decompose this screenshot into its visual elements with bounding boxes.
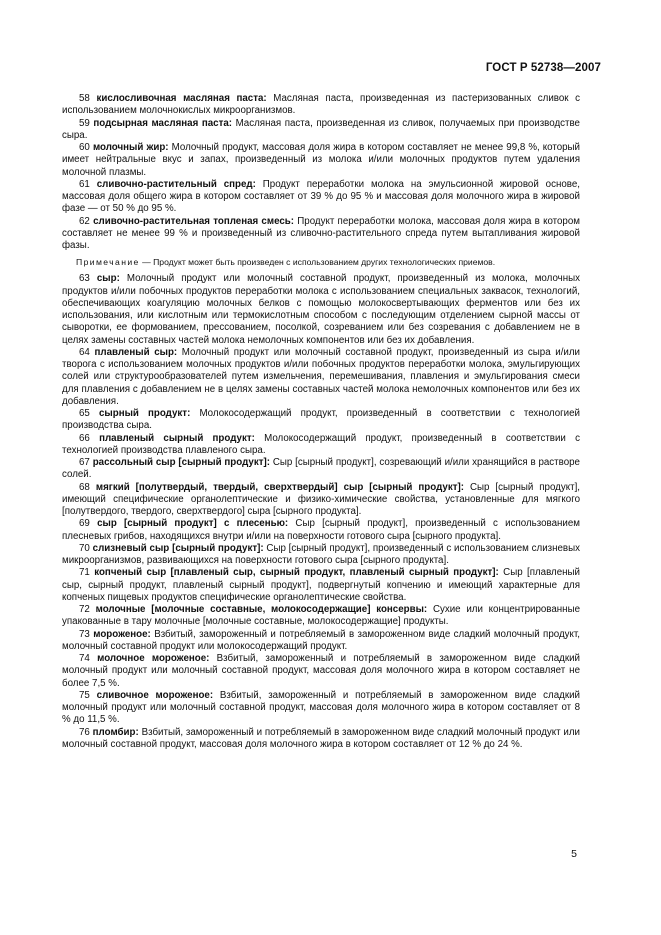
entry-term: молочный жир: — [92, 142, 169, 153]
term-entry-73 — [62, 629, 580, 654]
entry-definition: Молочный продукт или молочный составной продукт, произведенный из сыра и/или творога с использованием молочных продуктов и/или побочных продуктов переработки молока, эмульгирующих солей или структурообразователей путем измельчения, перемешивания, плавления и эмульгирования смеси для плавления с добавлением не в целях замены составных частей молока немолочных компонентов или без их добавления. — [62, 346, 581, 407]
entry-number: 60 — [79, 142, 90, 153]
term-entry-67 — [62, 457, 580, 482]
entry-number: 72 — [79, 604, 90, 615]
entry-number: 70 — [79, 542, 90, 554]
entry-term: пломбир: — [92, 726, 139, 738]
entry-number: 76 — [79, 726, 90, 738]
entry-definition: Взбитый, замороженный и потребляемый в замороженном виде сладкий молочный продукт или молочный составной продукт, массовая доля молочного жира в котором составляет не более 7,5 %. — [62, 653, 580, 689]
entry-definition: Сыр [сырный продукт], созревающий и/или хранящийся в растворе солей. — [62, 457, 580, 481]
entry-number: 69 — [79, 518, 90, 530]
term-entry-60 — [62, 142, 580, 179]
term-entry-58 — [62, 93, 580, 118]
entry-term: мягкий [полутвердый, твердый, сверхтвердый] сыр [сырный продукт]: — [95, 481, 464, 493]
entry-number: 71 — [79, 567, 90, 579]
entry-number: 62 — [79, 215, 90, 227]
entry-term: молочные [молочные составные, молокосодержащие] консервы: — [95, 604, 428, 615]
term-entry-62 — [62, 216, 580, 253]
entry-term: слизневый сыр [сырный продукт]: — [92, 542, 264, 554]
entry-number: 73 — [79, 628, 90, 640]
entry-definition: Молочный продукт или молочный составной продукт, произведенный из молока, молочных продуктов и/или побочных продуктов переработки молока с использованием специальных заквасок, технологий, обеспечивающих коагуляцию молочных белков с помощью молокосвертывающих ферментов или без их использования, или кислотным или термокислотным способом с последующим отделением сырной массы от сыворотки, ее формованием, прессованием, посолкой, созреванием или без созревания с добавлением не в целях замены составных частей молока немолочных компонентов или без их добавления. — [62, 273, 580, 346]
entry-term: кислосливочная масляная паста: — [96, 93, 267, 104]
term-entry-64 — [62, 347, 580, 408]
entry-term: молочное мороженое: — [97, 653, 210, 664]
entry-term: рассольный сыр [сырный продукт]: — [92, 457, 270, 468]
entry-term: сливочно-растительный спред: — [96, 178, 256, 190]
entry-definition: Взбитый, замороженный и потребляемый в замороженном виде сладкий молочный продукт или молочный составной продукт, массовая доля молочного жира в котором составляет от 8 % до 11,5 %. — [62, 689, 581, 726]
term-entry-70 — [62, 543, 580, 568]
entry-term: сливочно-растительная топленая смесь: — [93, 215, 295, 227]
term-entry-65 — [62, 408, 580, 433]
entry-definition: Молокосодержащий продукт, произведенный в соответствии с технологией производства сыра. — [62, 408, 580, 432]
entry-number: 75 — [79, 689, 90, 701]
note — [62, 256, 580, 268]
entry-definition: Взбитый, замороженный и потребляемый в замороженном виде сладкий молочный продукт или молочный составной продукт, массовая доля молочного жира в котором составляет от 12 % до 24 %. — [62, 726, 580, 750]
note-text: Продукт может быть произведен с использованием других технологических приемов. — [153, 257, 496, 268]
term-entry-66 — [62, 433, 580, 458]
entry-definition: Сыр [сырный продукт], произведенный с использованием слизневых микроорганизмов, развивающихся на поверхности готового сыра [сырного продукта]. — [62, 542, 580, 566]
standard-header: ГОСТ Р 52738—2007 — [485, 62, 601, 74]
entry-definition: Взбитый, замороженный и потребляемый в замороженном виде сладкий молочный продукт, молочный составной продукт или молокосодержащий продукт. — [62, 628, 581, 652]
entry-term: копченый сыр [плавленый сыр, сырный продукт, плавленый сырный продукт]: — [94, 567, 499, 579]
term-entry-74 — [62, 653, 580, 690]
entry-number: 65 — [79, 408, 90, 419]
term-entry-69 — [62, 518, 580, 543]
entry-definition: Сыр [сырный продукт], имеющий специфические органолептические и физико-химические свойства, установленные для мягкого [полутвердого, твердого, сверхтвердого] сыра [сырного продукта]. — [62, 481, 580, 517]
entry-definition: Сыр [плавленый сыр, сырный продукт, плавленый сырный продукт], подвергнутый копчению и имеющий характерные для копченых пищевых продуктов специфические органолептические свойства. — [62, 567, 580, 603]
entry-term: мороженое: — [93, 628, 151, 640]
entry-number: 67 — [79, 457, 90, 468]
entry-definition: Молокосодержащий продукт, произведенный в соответствии с технологией производства плавленого сыра. — [62, 432, 580, 456]
term-entry-59 — [62, 118, 580, 143]
note-dash: — — [142, 257, 151, 268]
term-entry-63 — [62, 273, 580, 347]
entry-definition: Сухие или концентрированные упакованные в тару молочные [молочные составные, молокосодержащие] продукты. — [62, 604, 580, 628]
entry-term: плавленый сыр: — [94, 346, 178, 358]
entry-term: плавленый сырный продукт: — [99, 432, 255, 444]
entry-number: 58 — [79, 93, 90, 104]
page-number: 5 — [571, 848, 577, 860]
entry-definition: Сыр [сырный продукт], произведенный с использованием плесневых грибов, находящихся внутри и/или на поверхности готового сыра [сырного продукта]. — [62, 518, 580, 542]
entry-number: 68 — [79, 481, 90, 493]
term-entry-72 — [62, 604, 580, 629]
entry-term: сыр: — [96, 273, 120, 285]
term-entry-68 — [62, 482, 580, 519]
term-entry-75 — [62, 690, 580, 727]
entry-term: сливочное мороженое: — [96, 689, 214, 701]
entry-number: 61 — [79, 178, 90, 190]
term-entry-61 — [62, 179, 580, 216]
entry-number: 74 — [79, 653, 90, 664]
note-label: Примечание — [76, 257, 140, 268]
entry-definition: Масляная паста, произведенная из пастеризованных сливок с использованием молочнокислых микроорганизмов. — [62, 93, 580, 117]
entry-term: подсырная масляная паста: — [93, 117, 233, 129]
entry-definition: Продукт переработки молока, массовая доля жира в котором составляет не менее 99 % и произведенный из сливочно-растительного спреда путем вытапливания жировой фазы. — [62, 215, 580, 251]
entry-number: 64 — [79, 346, 90, 358]
document-body — [62, 93, 580, 751]
entry-definition: Масляная паста, произведенная из сливок, получаемых при производстве сыра. — [62, 117, 580, 141]
entry-number: 63 — [79, 273, 90, 285]
term-entry-71 — [62, 567, 580, 604]
entry-term: сырный продукт: — [98, 408, 191, 419]
term-entry-76 — [62, 727, 580, 752]
entry-number: 66 — [79, 432, 90, 444]
entry-number: 59 — [79, 117, 90, 129]
entry-definition: Молочный продукт, массовая доля жира в котором составляет не менее 99,8 %, который имеет нейтральные вкус и запах, произведенный из молока и/или молочных продуктов путем удаления молочной плазмы. — [62, 142, 580, 178]
entry-definition: Продукт переработки молока на эмульсионной жировой основе, массовая доля общего жира в котором составляет от 39 % до 95 % и массовая доля молочного жира в жировой фазе — от 50 % до 95 %. — [62, 178, 580, 215]
entry-term: сыр [сырный продукт] с плесенью: — [97, 518, 289, 530]
